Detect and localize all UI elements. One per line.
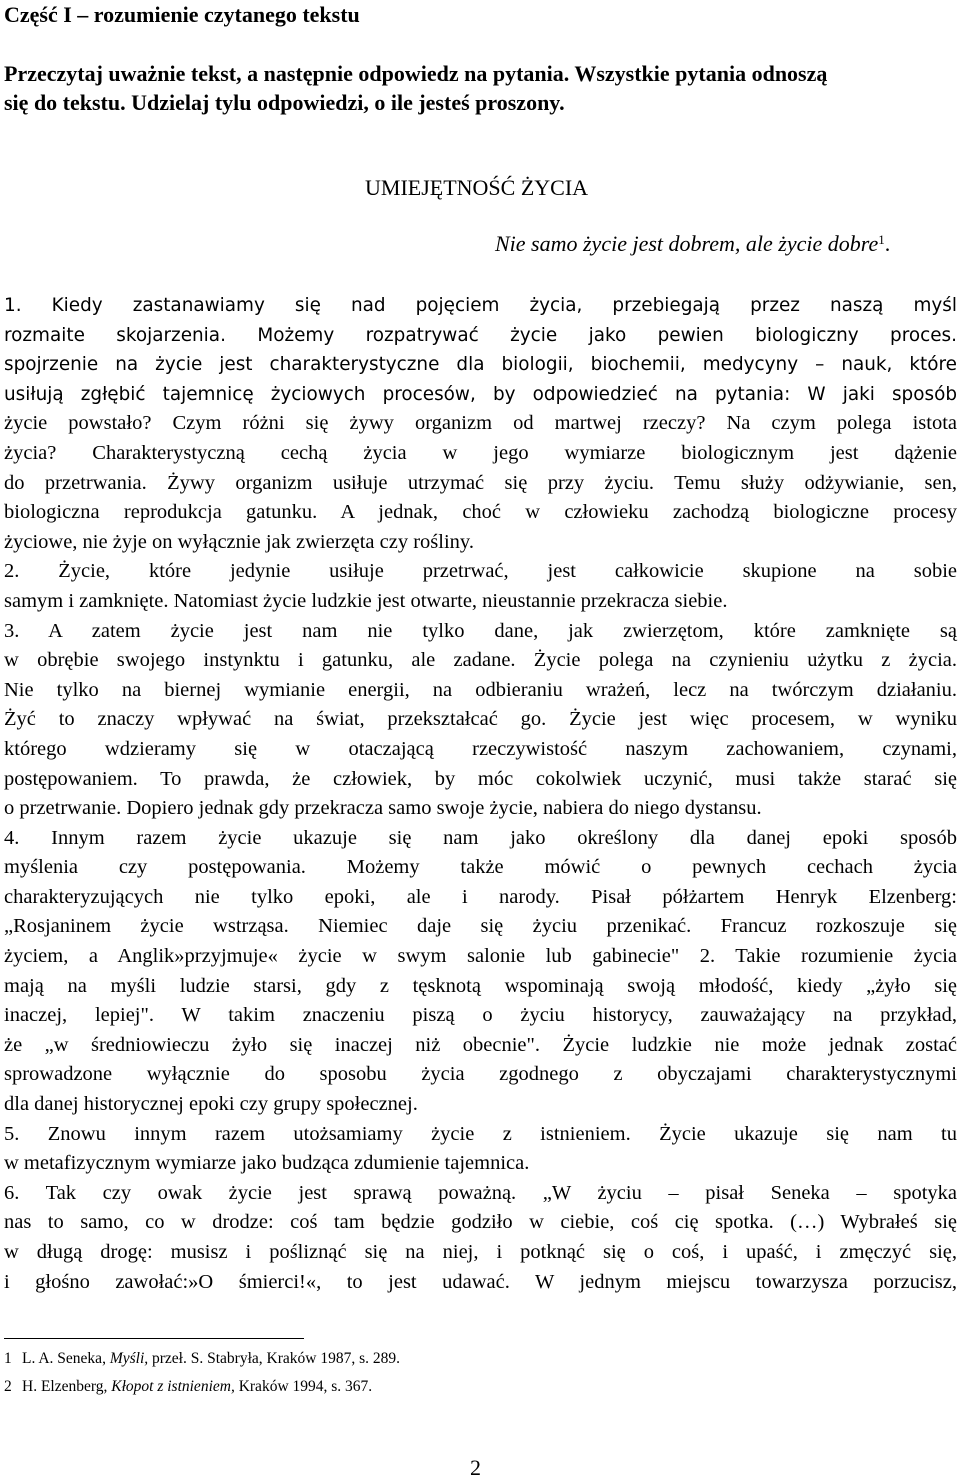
page-number: 2: [470, 1455, 481, 1480]
body-line: o przetrwanie. Dopiero jednak gdy przekracza samo swoje życie, nabiera do niego dystansu.: [4, 797, 762, 820]
footnote-2: [4, 1378, 372, 1396]
body-line: 1. Kiedy zastanawiamy się nad pojęciem życia, przebiegają przez naszą myśl: [4, 295, 957, 316]
body-line: postępowaniem. To prawda, że człowiek, by móc cokolwiek uczynić, musi także starać się: [4, 767, 957, 790]
motto-text: Nie samo życie jest dobrem, ale życie dobre: [495, 231, 879, 256]
body-line: sprowadzone wyłącznie do sposobu życia zgodnego z obyczajami charakterystycznymi: [4, 1063, 957, 1086]
body-line: którego wdzieramy się w otaczającą rzeczywistość naszym zachowaniem, czynami,: [4, 737, 957, 760]
body-line: rozmaite skojarzenia. Możemy rozpatrywać życie jako pewien biologiczny proces.: [4, 324, 957, 346]
motto: [495, 231, 890, 257]
footnote-details: przeł. S. Stabryła, Kraków 1987, s. 289.: [148, 1350, 400, 1367]
body-line: w długą drogę: musisz i pośliznąć się na niej, i potknąć się o coś, i upaść, i zmęczyć się,: [4, 1241, 957, 1263]
body-line: 5. Znowu innym razem utożsamiamy życie z istnieniem. Życie ukazuje się nam tu: [4, 1122, 957, 1145]
body-line: charakteryzujących nie tylko epoki, ale i narody. Pisał półżartem Henryk Elzenberg:: [4, 885, 957, 908]
body-line: spojrzenie na życie jest charakterystyczne dla biologii, biochemii, medycyny – nauk, które: [4, 354, 957, 376]
body-line: w obrębie swojego instynktu i gatunku, ale zadane. Życie polega na czynieniu użytku z życia.: [4, 649, 957, 672]
article-body: [4, 291, 957, 1297]
footnote-details: Kraków 1994, s. 367.: [234, 1378, 373, 1395]
body-line: życiowe, nie żyje on wyłącznie jak zwierzęta czy rośliny.: [4, 530, 474, 553]
instructions-line-2: się do tekstu. Udzielaj tylu odpowiedzi, o ile jesteś proszony.: [4, 90, 565, 115]
body-line: nas to samo, co w drodze: coś tam będzie godziło w ciebie, coś cię spotka. (…) Wybrałeś się: [4, 1211, 957, 1234]
body-line: w metafizycznym wymiarze jako budząca zdumienie tajemnica.: [4, 1152, 530, 1175]
body-line: mają na myśli ludzie starsi, gdy z tęsknotą wspominają swoją młodość, kiedy „żyło się: [4, 974, 957, 997]
footnote-author: H. Elzenberg,: [22, 1378, 112, 1395]
body-line: i głośno zawołać:»O śmierci!«, to jest udawać. W jednym miejscu towarzysza porzucisz,: [4, 1270, 957, 1293]
footnote-title: Kłopot z istnieniem,: [111, 1378, 235, 1395]
text-title: UMIEJĘTNOŚĆ ŻYCIA: [365, 175, 589, 200]
body-line: życia? Charakterystyczną cechą życia w jego wymiarze biologicznym jest dążenie: [4, 441, 957, 464]
body-line: życiem, a Anglik»przyjmuje« życie w swym salonie lub gabinecie" 2. Takie rozumienie życia: [4, 945, 957, 968]
instructions-line-1: Przeczytaj uważnie tekst, a następnie odpowiedz na pytania. Wszystkie pytania odnoszą: [4, 61, 828, 86]
body-line: 4. Innym razem życie ukazuje się nam jako określony dla danej epoki sposób: [4, 826, 957, 849]
part-title: Część I – rozumienie czytanego tekstu: [4, 2, 360, 27]
body-line: biologiczna reprodukcja gatunku. A jednak, choć w człowieku zachodzą biologiczne procesy: [4, 501, 957, 524]
body-line: 6. Tak czy owak życie jest sprawą poważną. „W życiu – pisał Seneka – spotyka: [4, 1181, 957, 1204]
footnote-number: 2: [4, 1378, 12, 1395]
body-line: inaczej, lepiej". W takim znaczeniu piszą o życiu historycy, zauważający na przykład,: [4, 1004, 957, 1027]
body-line: 3. A zatem życie jest nam nie tylko dane, jak zwierzętom, które zamknięte są: [4, 619, 957, 642]
footnote-divider: [4, 1338, 304, 1339]
motto-end: .: [884, 231, 891, 256]
motto-footnote-ref: 1: [878, 232, 885, 247]
body-line: Nie tylko na biernej wymianie energii, na odbieraniu wrażeń, lecz na twórczym działaniu.: [4, 678, 957, 701]
body-line: „Rosjaninem życie wstrząsa. Niemiec daje się życiu przenikać. Francuz rozkoszuje się: [4, 915, 957, 938]
body-line: dla danej historycznej epoki czy grupy społecznej.: [4, 1093, 418, 1116]
body-line: Żyć to znaczy wpływać na świat, przekształcać go. Życie jest więc procesem, w wyniku: [4, 708, 957, 731]
body-line: samym i zamknięte. Natomiast życie ludzkie jest otwarte, nieustannie przekracza siebie.: [4, 589, 728, 612]
footnote-title: Myśli,: [109, 1350, 149, 1367]
body-line: do przetrwania. Żywy organizm usiłuje utrzymać się przy życiu. Temu służy odżywianie, sen,: [4, 471, 957, 494]
body-line: usiłują zgłębić tajemnicę życiowych procesów, by odpowiedzieć na pytania: W jaki sposób: [4, 383, 957, 405]
body-line: myślenia czy postępowania. Możemy także mówić o pewnych cechach życia: [4, 856, 957, 879]
footnote-number: 1: [4, 1350, 12, 1367]
body-line: 2. Życie, które jedynie usiłuje przetrwać, jest całkowicie skupione na sobie: [4, 560, 957, 583]
footnote-1: [4, 1350, 400, 1368]
body-line: że „w średniowieczu żyło się inaczej niż obecnie". Życie ludzkie nie może jednak zostać: [4, 1033, 957, 1056]
body-line: życie powstało? Czym różni się żywy organizm od martwej rzeczy? Na czym polega istota: [4, 412, 957, 435]
footnote-author: L. A. Seneka,: [22, 1350, 110, 1367]
